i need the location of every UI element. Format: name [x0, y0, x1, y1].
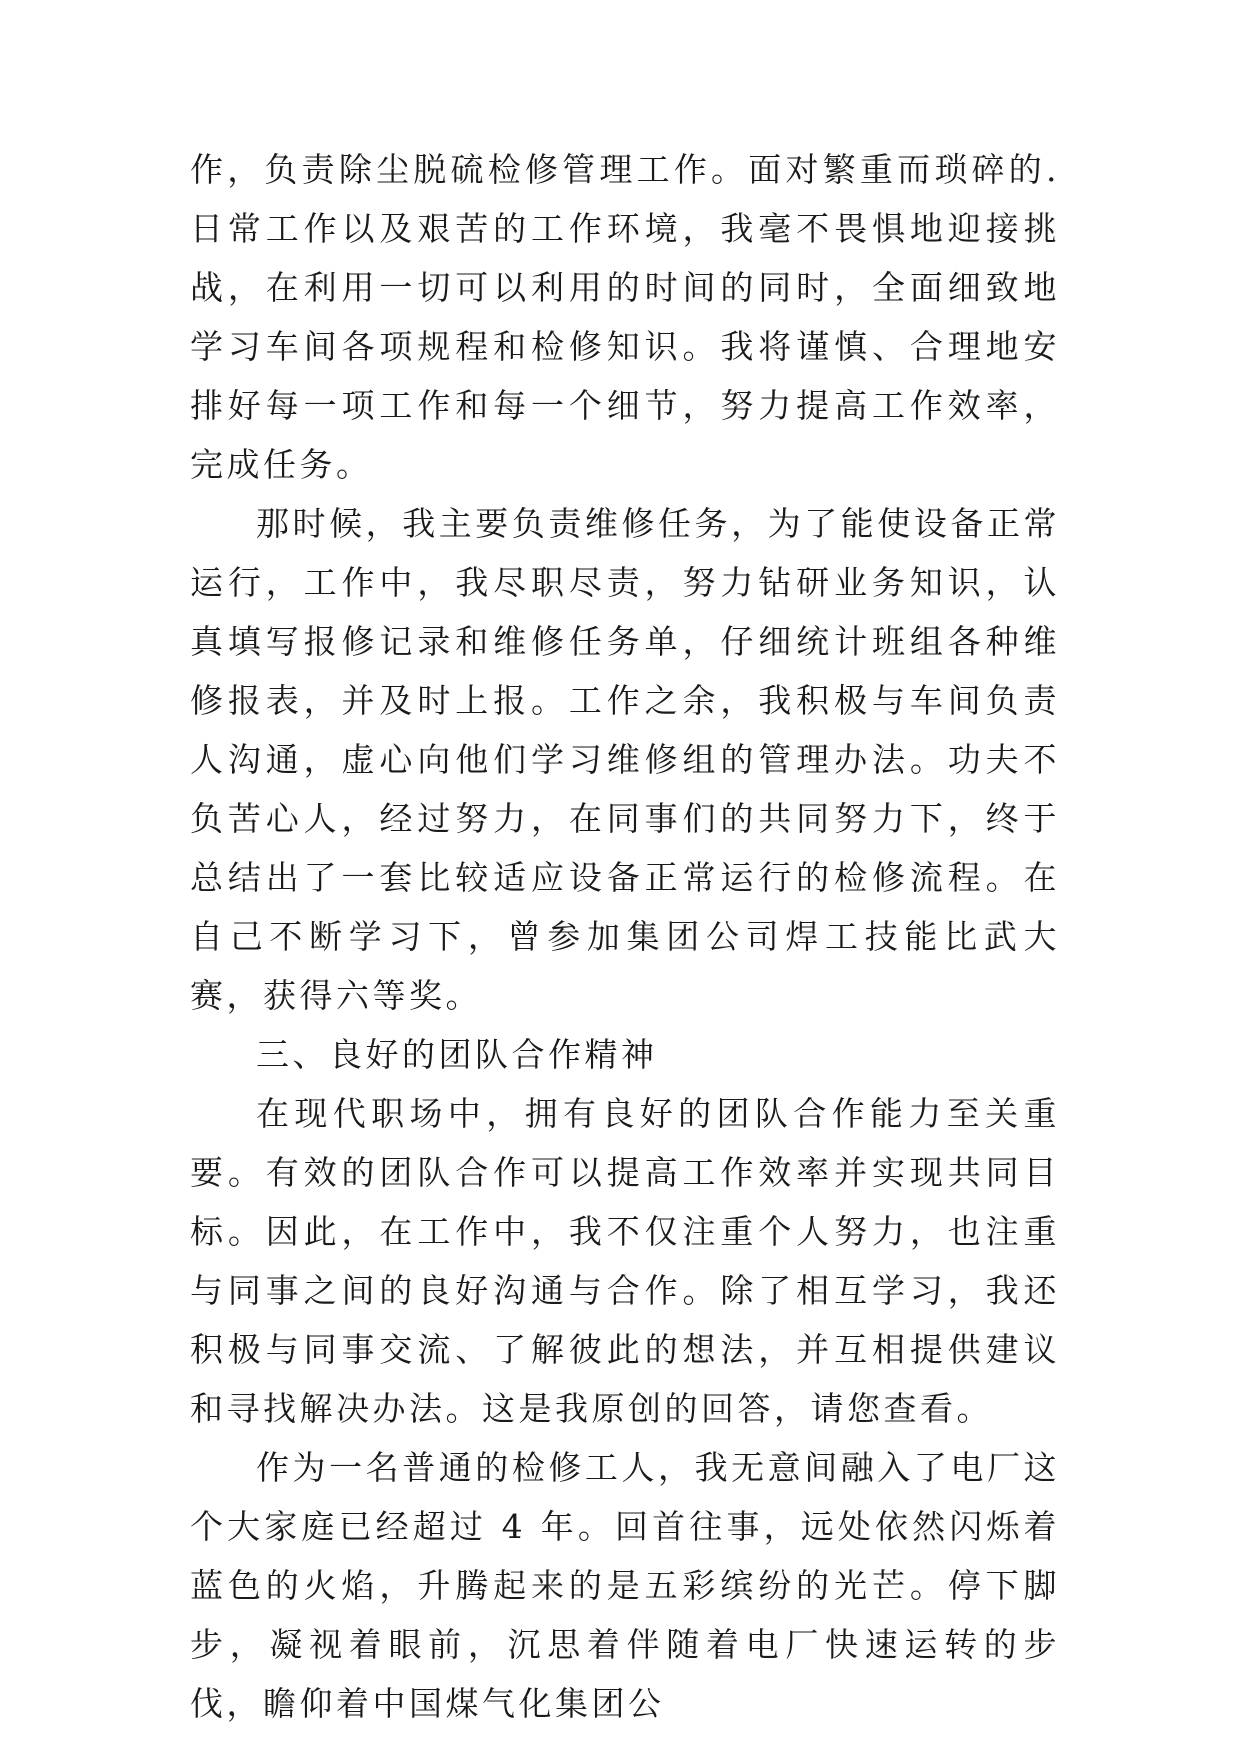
section-heading-teamwork: 三、良好的团队合作精神 — [256, 1035, 658, 1074]
paragraph-maintenance-tasks: 那时候，我主要负责维修任务，为了能使设备正常运行，工作中，我尽职尽责，努力钻研业务知识，认真填写报修记录和维修任务单，仔细统计班组各种维修报表，并及时上报。工作之余，我积极与车间负责人沟通，虚心向他们学习维修组的管理办法。功夫不负苦心人，经过努力，在同事们的共同努力下，终于总结出了一套比较适应设备正常运行的检修流程。在自己不断学习下，曾参加集团公司焊工技能比武大赛，获得六等奖。 — [190, 504, 1060, 1015]
paragraph-teamwork: 在现代职场中，拥有良好的团队合作能力至关重要。有效的团队合作可以提高工作效率并实现共同目标。因此，在工作中，我不仅注重个人努力，也注重与同事之间的良好沟通与合作。除了相互学习，我还积极与同事交流、了解彼此的想法，并互相提供建议和寻找解决办法。这是我原创的回答，请您查看。 — [190, 1094, 1060, 1428]
paragraph-reflection: 作为一名普通的检修工人，我无意间融入了电厂这个大家庭已经超过 4 年。回首往事，远处依然闪烁着蓝色的火焰，升腾起来的是五彩缤纷的光芒。停下脚步，凝视着眼前，沉思着伴随着电厂快速运转的步伐，瞻仰着中国煤气化集团公 — [190, 1448, 1060, 1723]
paragraph-continued-duties: 作，负责除尘脱硫检修管理工作。面对繁重而琐碎的.日常工作以及艰苦的工作环境，我毫不畏惧地迎接挑战，在利用一切可以利用的时间的同时，全面细致地学习车间各项规程和检修知识。我将谨慎、合理地安排好每一项工作和每一个细节，努力提高工作效率，完成任务。 — [190, 150, 1060, 484]
document-body — [190, 140, 1060, 1733]
